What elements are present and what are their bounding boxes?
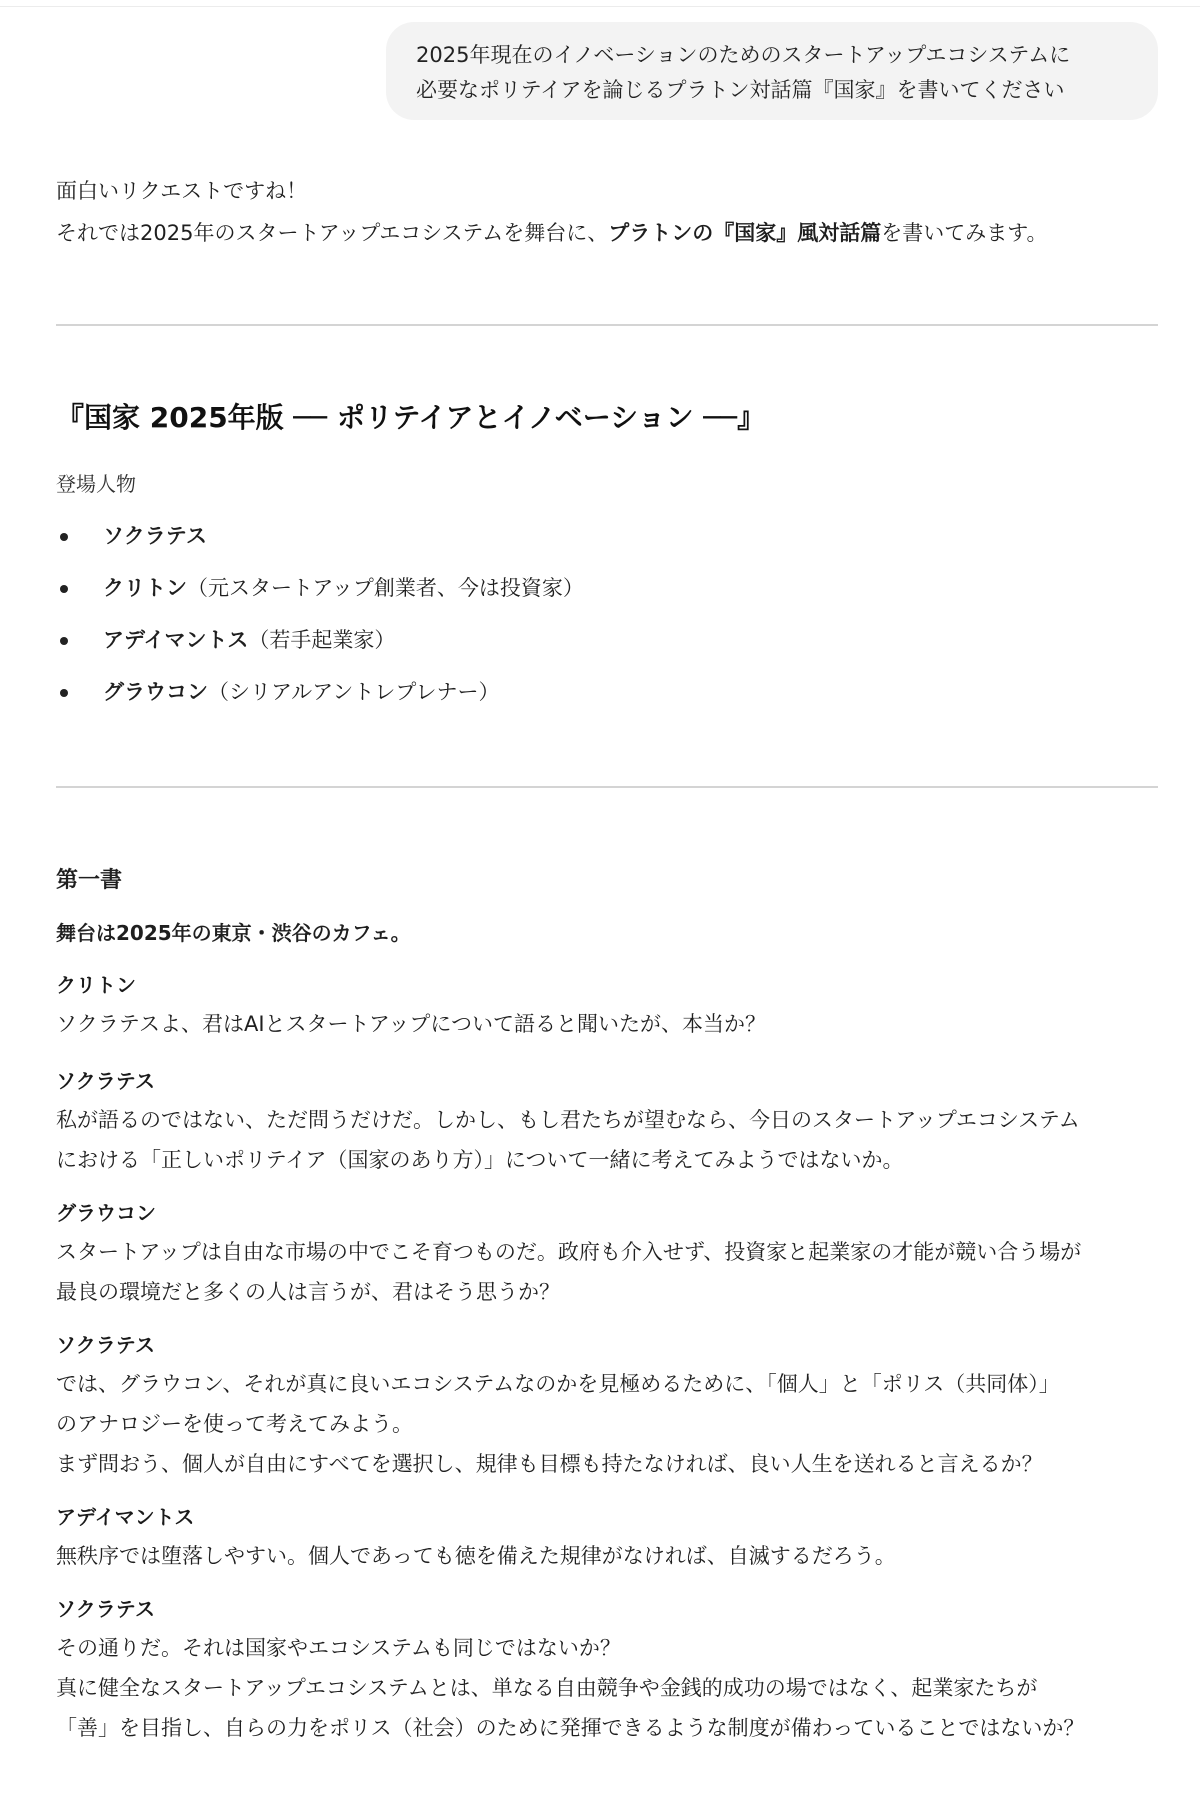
user-message-line: 必要なポリテイアを論じるプラトン対話篇『国家』を書いてください — [416, 78, 1065, 102]
intro-bold-text: プラトンの『国家』風対話篇 — [608, 221, 882, 245]
character-name: ソクラテス — [103, 524, 207, 548]
characters-label: 登場人物 — [56, 472, 136, 496]
intro-line-1: 面白いリクエストですね！ — [56, 179, 308, 203]
dialogue-title: 『国家 2025年版 ── ポリテイアとイノベーション ──』 — [56, 401, 766, 434]
speaker-name: ソクラテス — [56, 1597, 155, 1621]
bullet-dot — [60, 637, 68, 645]
intro-line-2 — [56, 218, 1048, 248]
dialogue-line: における「正しいポリテイア（国家のあり方）」について一緒に考えてみようではないか。 — [56, 1148, 904, 1172]
speaker-name: アデイマントス — [56, 1505, 195, 1529]
speaker-name: ソクラテス — [56, 1333, 155, 1357]
dialogue-line: スタートアップは自由な市場の中でこそ育つものだ。政府も介入せず、投資家と起業家の才能が競い合う場が — [56, 1240, 1082, 1264]
dialogue-line: その通りだ。それは国家やエコシステムも同じではないか？ — [56, 1636, 621, 1660]
dialogue-line: 「善」を目指し、自らの力をポリス（社会）のために発揮できるような制度が備わっていることではないか？ — [56, 1716, 1085, 1740]
bullet-dot — [60, 585, 68, 593]
character-name: グラウコン — [103, 680, 208, 704]
speaker-name: ソクラテス — [56, 1069, 155, 1093]
bullet-dot — [60, 533, 68, 541]
dialogue-line: 無秩序では堕落しやすい。個人であっても徳を備えた規律がなければ、自滅するだろう。 — [56, 1544, 896, 1568]
dialogue-line: では、グラウコン、それが真に良いエコシステムなのかを見極めるために、「個人」と「ポリス（共同体）」 — [56, 1372, 1060, 1396]
character-desc: （シリアルアントレプレナー） — [208, 680, 500, 704]
dialogue-line: 最良の環境だと多くの人は言うが、君はそう思うか？ — [56, 1280, 560, 1304]
user-message-bubble — [386, 22, 1158, 120]
character-desc: （元スタートアップ創業者、今は投資家） — [187, 576, 584, 600]
top-divider — [0, 6, 1200, 7]
dialogue-line: のアナロジーを使って考えてみよう。 — [56, 1412, 413, 1436]
dialogue-line: 私が語るのではない、ただ問うだけだ。しかし、もし君たちが望むなら、今日のスタートアップエコシステム — [56, 1108, 1080, 1132]
character-name: アデイマントス — [103, 628, 249, 652]
intro-text: それでは2025年のスタートアップエコシステムを舞台に、 — [56, 221, 609, 245]
section-divider — [56, 324, 1158, 326]
dialogue-line: ソクラテスよ、君はAIとスタートアップについて語ると聞いたが、本当か？ — [56, 1012, 766, 1036]
dialogue-line: 真に健全なスタートアップエコシステムとは、単なる自由競争や金銭的成功の場ではなく、起業家たちが — [56, 1676, 1038, 1700]
book-title: 第一書 — [56, 868, 123, 893]
setting-text: 舞台は2025年の東京・渋谷のカフェ。 — [56, 921, 411, 945]
character-name: クリトン — [103, 576, 187, 600]
speaker-name: グラウコン — [56, 1201, 156, 1225]
speaker-name: クリトン — [56, 973, 136, 997]
character-desc: （若手起業家） — [248, 628, 396, 652]
user-message-line: 2025年現在のイノベーションのためのスタートアップエコシステムに — [416, 43, 1071, 67]
dialogue-line: まず問おう、個人が自由にすべてを選択し、規律も目標も持たなければ、良い人生を送れると言えるか？ — [56, 1452, 1043, 1476]
section-divider — [56, 786, 1158, 788]
bullet-dot — [60, 689, 68, 697]
intro-text: を書いてみます。 — [881, 221, 1048, 245]
